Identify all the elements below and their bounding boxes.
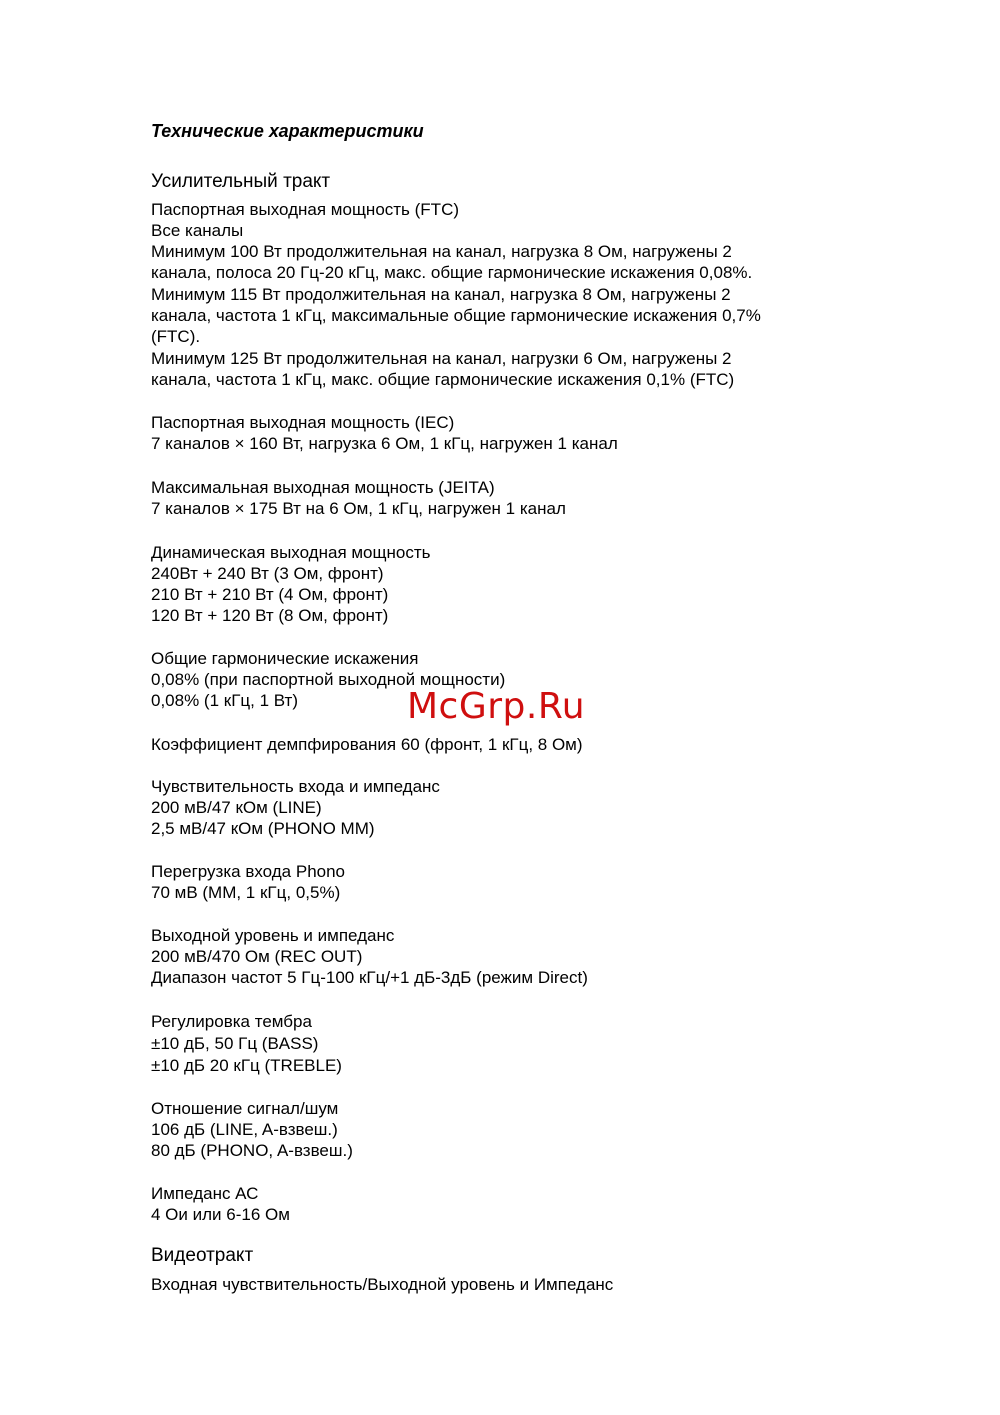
sensitivity-value: 2,5 мВ/47 кОм (PHONO MM) — [151, 819, 375, 838]
ftc-line: канала, частота 1 кГц, максимальные общие гармонические искажения 0,7% — [151, 306, 761, 325]
snr-value: 80 дБ (PHONO, A-взвеш.) — [151, 1141, 353, 1160]
sensitivity-value: 200 мВ/47 кОм (LINE) — [151, 798, 322, 817]
output-value: 200 мВ/470 Ом (REC OUT) — [151, 947, 363, 966]
dynamic-value: 210 Вт + 210 Вт (4 Ом, фронт) — [151, 585, 389, 604]
page-title: Технические характеристики — [151, 121, 424, 141]
output-heading: Выходной уровень и импеданс — [151, 926, 395, 945]
video-section-heading: Видеотракт — [151, 1245, 254, 1266]
video-line: Входная чувствительность/Выходной уровень и Импеданс — [151, 1275, 614, 1294]
phono-overload-value: 70 мВ (MM, 1 кГц, 0,5%) — [151, 883, 341, 902]
dynamic-value: 120 Вт + 120 Вт (8 Ом, фронт) — [151, 606, 389, 625]
iec-heading: Паспортная выходная мощность (IEC) — [151, 413, 455, 432]
thd-heading: Общие гармонические искажения — [151, 649, 419, 668]
tone-value: ±10 дБ 20 кГц (TREBLE) — [151, 1056, 342, 1075]
damping-factor: Коэффициент демпфирования 60 (фронт, 1 кГц, 8 Ом) — [151, 735, 583, 754]
amp-section-heading: Усилительный тракт — [151, 171, 331, 192]
iec-value: 7 каналов × 160 Вт, нагрузка 6 Ом, 1 кГц, нагружен 1 канал — [151, 434, 618, 453]
jeita-heading: Максимальная выходная мощность (JEITA) — [151, 478, 495, 497]
ftc-line: Минимум 125 Вт продолжительная на канал, нагрузки 6 Ом, нагружены 2 — [151, 349, 732, 368]
thd-value: 0,08% (при паспортной выходной мощности) — [151, 670, 506, 689]
tone-value: ±10 дБ, 50 Гц (BASS) — [151, 1034, 319, 1053]
output-value: Диапазон частот 5 Гц-100 кГц/+1 дБ-3дБ (режим Direct) — [151, 968, 588, 987]
snr-value: 106 дБ (LINE, A-взвеш.) — [151, 1120, 338, 1139]
dynamic-value: 240Вт + 240 Вт (3 Ом, фронт) — [151, 564, 384, 583]
ftc-line: Минимум 115 Вт продолжительная на канал, нагрузка 8 Ом, нагружены 2 — [151, 285, 731, 304]
speaker-impedance-value: 4 Ои или 6-16 Ом — [151, 1205, 290, 1224]
speaker-impedance-heading: Импеданс АС — [151, 1184, 259, 1203]
ftc-heading: Паспортная выходная мощность (FTC) — [151, 200, 460, 219]
sensitivity-heading: Чувствительность входа и импеданс — [151, 777, 440, 796]
ftc-all-channels: Все каналы — [151, 221, 244, 240]
dynamic-heading: Динамическая выходная мощность — [151, 543, 431, 562]
phono-overload-heading: Перегрузка входа Phono — [151, 862, 346, 881]
ftc-line: канала, частота 1 кГц, макс. общие гармонические искажения 0,1% (FTC) — [151, 370, 735, 389]
jeita-value: 7 каналов × 175 Вт на 6 Ом, 1 кГц, нагружен 1 канал — [151, 499, 566, 518]
snr-heading: Отношение сигнал/шум — [151, 1099, 339, 1118]
thd-value: 0,08% (1 кГц, 1 Вт) — [151, 691, 298, 710]
ftc-line: (FTC). — [151, 327, 201, 346]
watermark: McGrp.Ru — [407, 686, 586, 727]
ftc-line: канала, полоса 20 Гц-20 кГц, макс. общие гармонические искажения 0,08%. — [151, 263, 753, 282]
ftc-line: Минимум 100 Вт продолжительная на канал, нагрузка 8 Ом, нагружены 2 — [151, 242, 732, 261]
tone-heading: Регулировка тембра — [151, 1012, 312, 1031]
